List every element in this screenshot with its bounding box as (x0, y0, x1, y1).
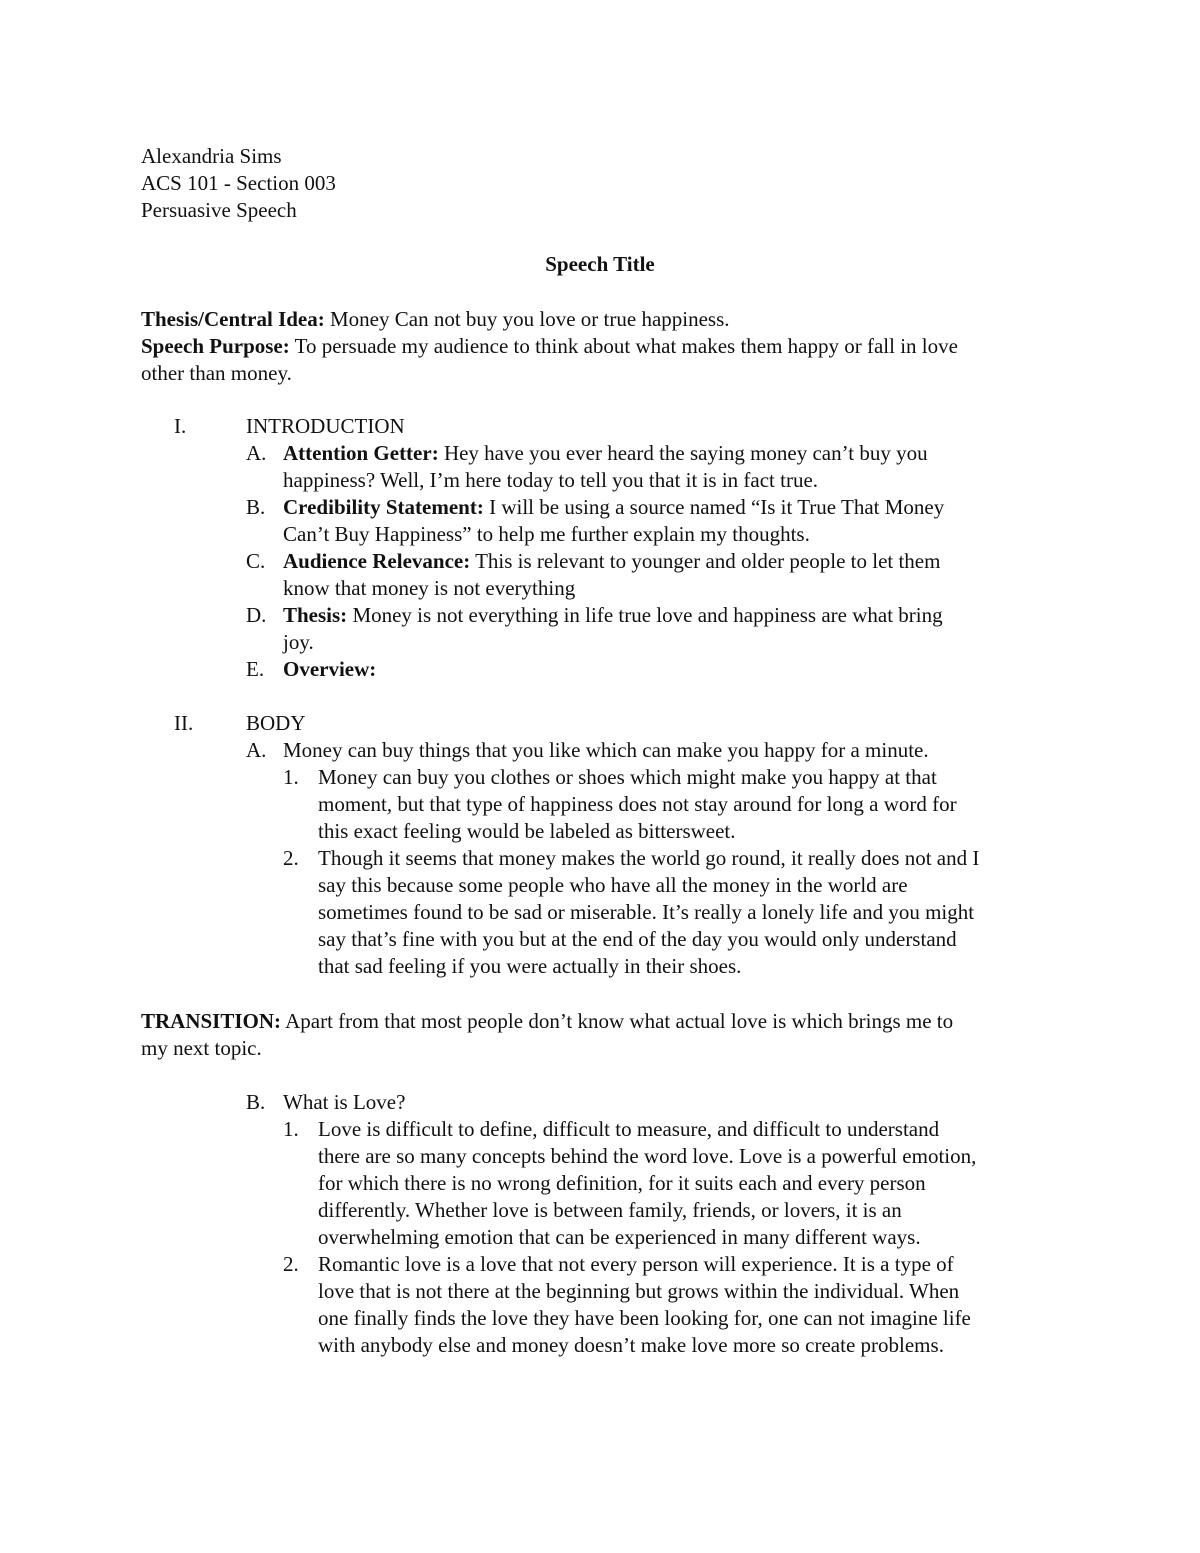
intro-item-thesis-cont: joy. (283, 630, 314, 654)
outline-numeral-body: II. (174, 711, 194, 735)
item-letter: A. (246, 441, 267, 465)
transition-line: TRANSITION: Apart from that most people don’t know what actual love is which brings me to (141, 1009, 954, 1033)
sub-number: 1. (283, 1117, 299, 1141)
thesis-label: Thesis/Central Idea: (141, 307, 325, 331)
speech-title: Speech Title (545, 252, 655, 276)
author-name: Alexandria Sims (141, 144, 282, 168)
subpoint-b2-line: Romantic love is a love that not every person will experience. It is a type of (318, 1252, 954, 1276)
body-point-b: What is Love? (283, 1090, 406, 1114)
item-letter: B. (246, 1090, 266, 1114)
subpoint-a2-line: sometimes found to be sad or miserable. It’s really a lonely life and you might (318, 900, 975, 924)
transition-label: TRANSITION: (141, 1009, 282, 1033)
subpoint-b1-line: differently. Whether love is between family, friends, or lovers, it is an (318, 1198, 902, 1222)
sub-number: 2. (283, 1252, 299, 1276)
subpoint-a2-line: say that’s fine with you but at the end of the day you would only understand (318, 927, 957, 951)
intro-item-overview: Overview: (283, 657, 377, 681)
item-letter: D. (246, 603, 267, 627)
item-letter: A. (246, 738, 267, 762)
sub-number: 2. (283, 846, 299, 870)
intro-item-relevance-cont: know that money is not everything (283, 576, 576, 600)
intro-item-credibility-cont: Can’t Buy Happiness” to help me further explain my thoughts. (283, 522, 810, 546)
intro-item-thesis: Thesis: Money is not everything in life true love and happiness are what bring (283, 603, 943, 627)
assignment-type: Persuasive Speech (141, 198, 297, 222)
subpoint-a2-line: say this because some people who have all the money in the world are (318, 873, 908, 897)
thesis-text: Money Can not buy you love or true happiness. (324, 307, 730, 331)
subpoint-a2-line: that sad feeling if you were actually in their shoes. (318, 954, 742, 978)
purpose-line (141, 333, 958, 360)
section-heading-intro: INTRODUCTION (246, 414, 405, 438)
outline-numeral-intro: I. (174, 414, 187, 438)
subpoint-b1-line: for which there is no wrong definition, for it suits each and every person (318, 1171, 926, 1195)
subpoint-b1-line: overwhelming emotion that can be experienced in many different ways. (318, 1225, 921, 1249)
subpoint-b1-line: there are so many concepts behind the word love. Love is a powerful emotion, (318, 1144, 977, 1168)
subpoint-a1-line: this exact feeling would be labeled as bittersweet. (318, 819, 736, 843)
subpoint-b2-line: love that is not there at the beginning but grows within the individual. When (318, 1279, 960, 1303)
subpoint-b2-line: one finally finds the love they have been looking for, one can not imagine life (318, 1306, 971, 1330)
item-letter: B. (246, 495, 266, 519)
subpoint-a2-line: Though it seems that money makes the world go round, it really does not and I (318, 846, 980, 870)
subpoint-a1-line: Money can buy you clothes or shoes which might make you happy at that (318, 765, 937, 789)
intro-item-relevance: Audience Relevance: This is relevant to younger and older people to let them (283, 549, 941, 573)
purpose-text: To persuade my audience to think about what makes them happy or fall in love (289, 334, 958, 358)
subpoint-b2-line: with anybody else and money doesn’t make love more so create problems. (318, 1333, 944, 1357)
section-heading-body: BODY (246, 711, 306, 735)
thesis-line (141, 306, 730, 333)
intro-item-credibility: Credibility Statement: I will be using a source named “Is it True That Money (283, 495, 945, 519)
transition-line-cont: my next topic. (141, 1036, 262, 1060)
course-section: ACS 101 - Section 003 (141, 171, 336, 195)
subpoint-a1-line: moment, but that type of happiness does not stay around for long a word for (318, 792, 957, 816)
intro-item-attention: Attention Getter: Hey have you ever heard the saying money can’t buy you (283, 441, 928, 465)
intro-item-attention-cont: happiness? Well, I’m here today to tell you that it is in fact true. (283, 468, 819, 492)
subpoint-b1-line: Love is difficult to define, difficult to measure, and difficult to understand (318, 1117, 940, 1141)
body-point-a: Money can buy things that you like which can make you happy for a minute. (283, 738, 929, 762)
purpose-text-cont: other than money. (141, 361, 292, 385)
item-letter: E. (246, 657, 265, 681)
sub-number: 1. (283, 765, 299, 789)
item-letter: C. (246, 549, 266, 573)
purpose-label: Speech Purpose: (141, 334, 290, 358)
